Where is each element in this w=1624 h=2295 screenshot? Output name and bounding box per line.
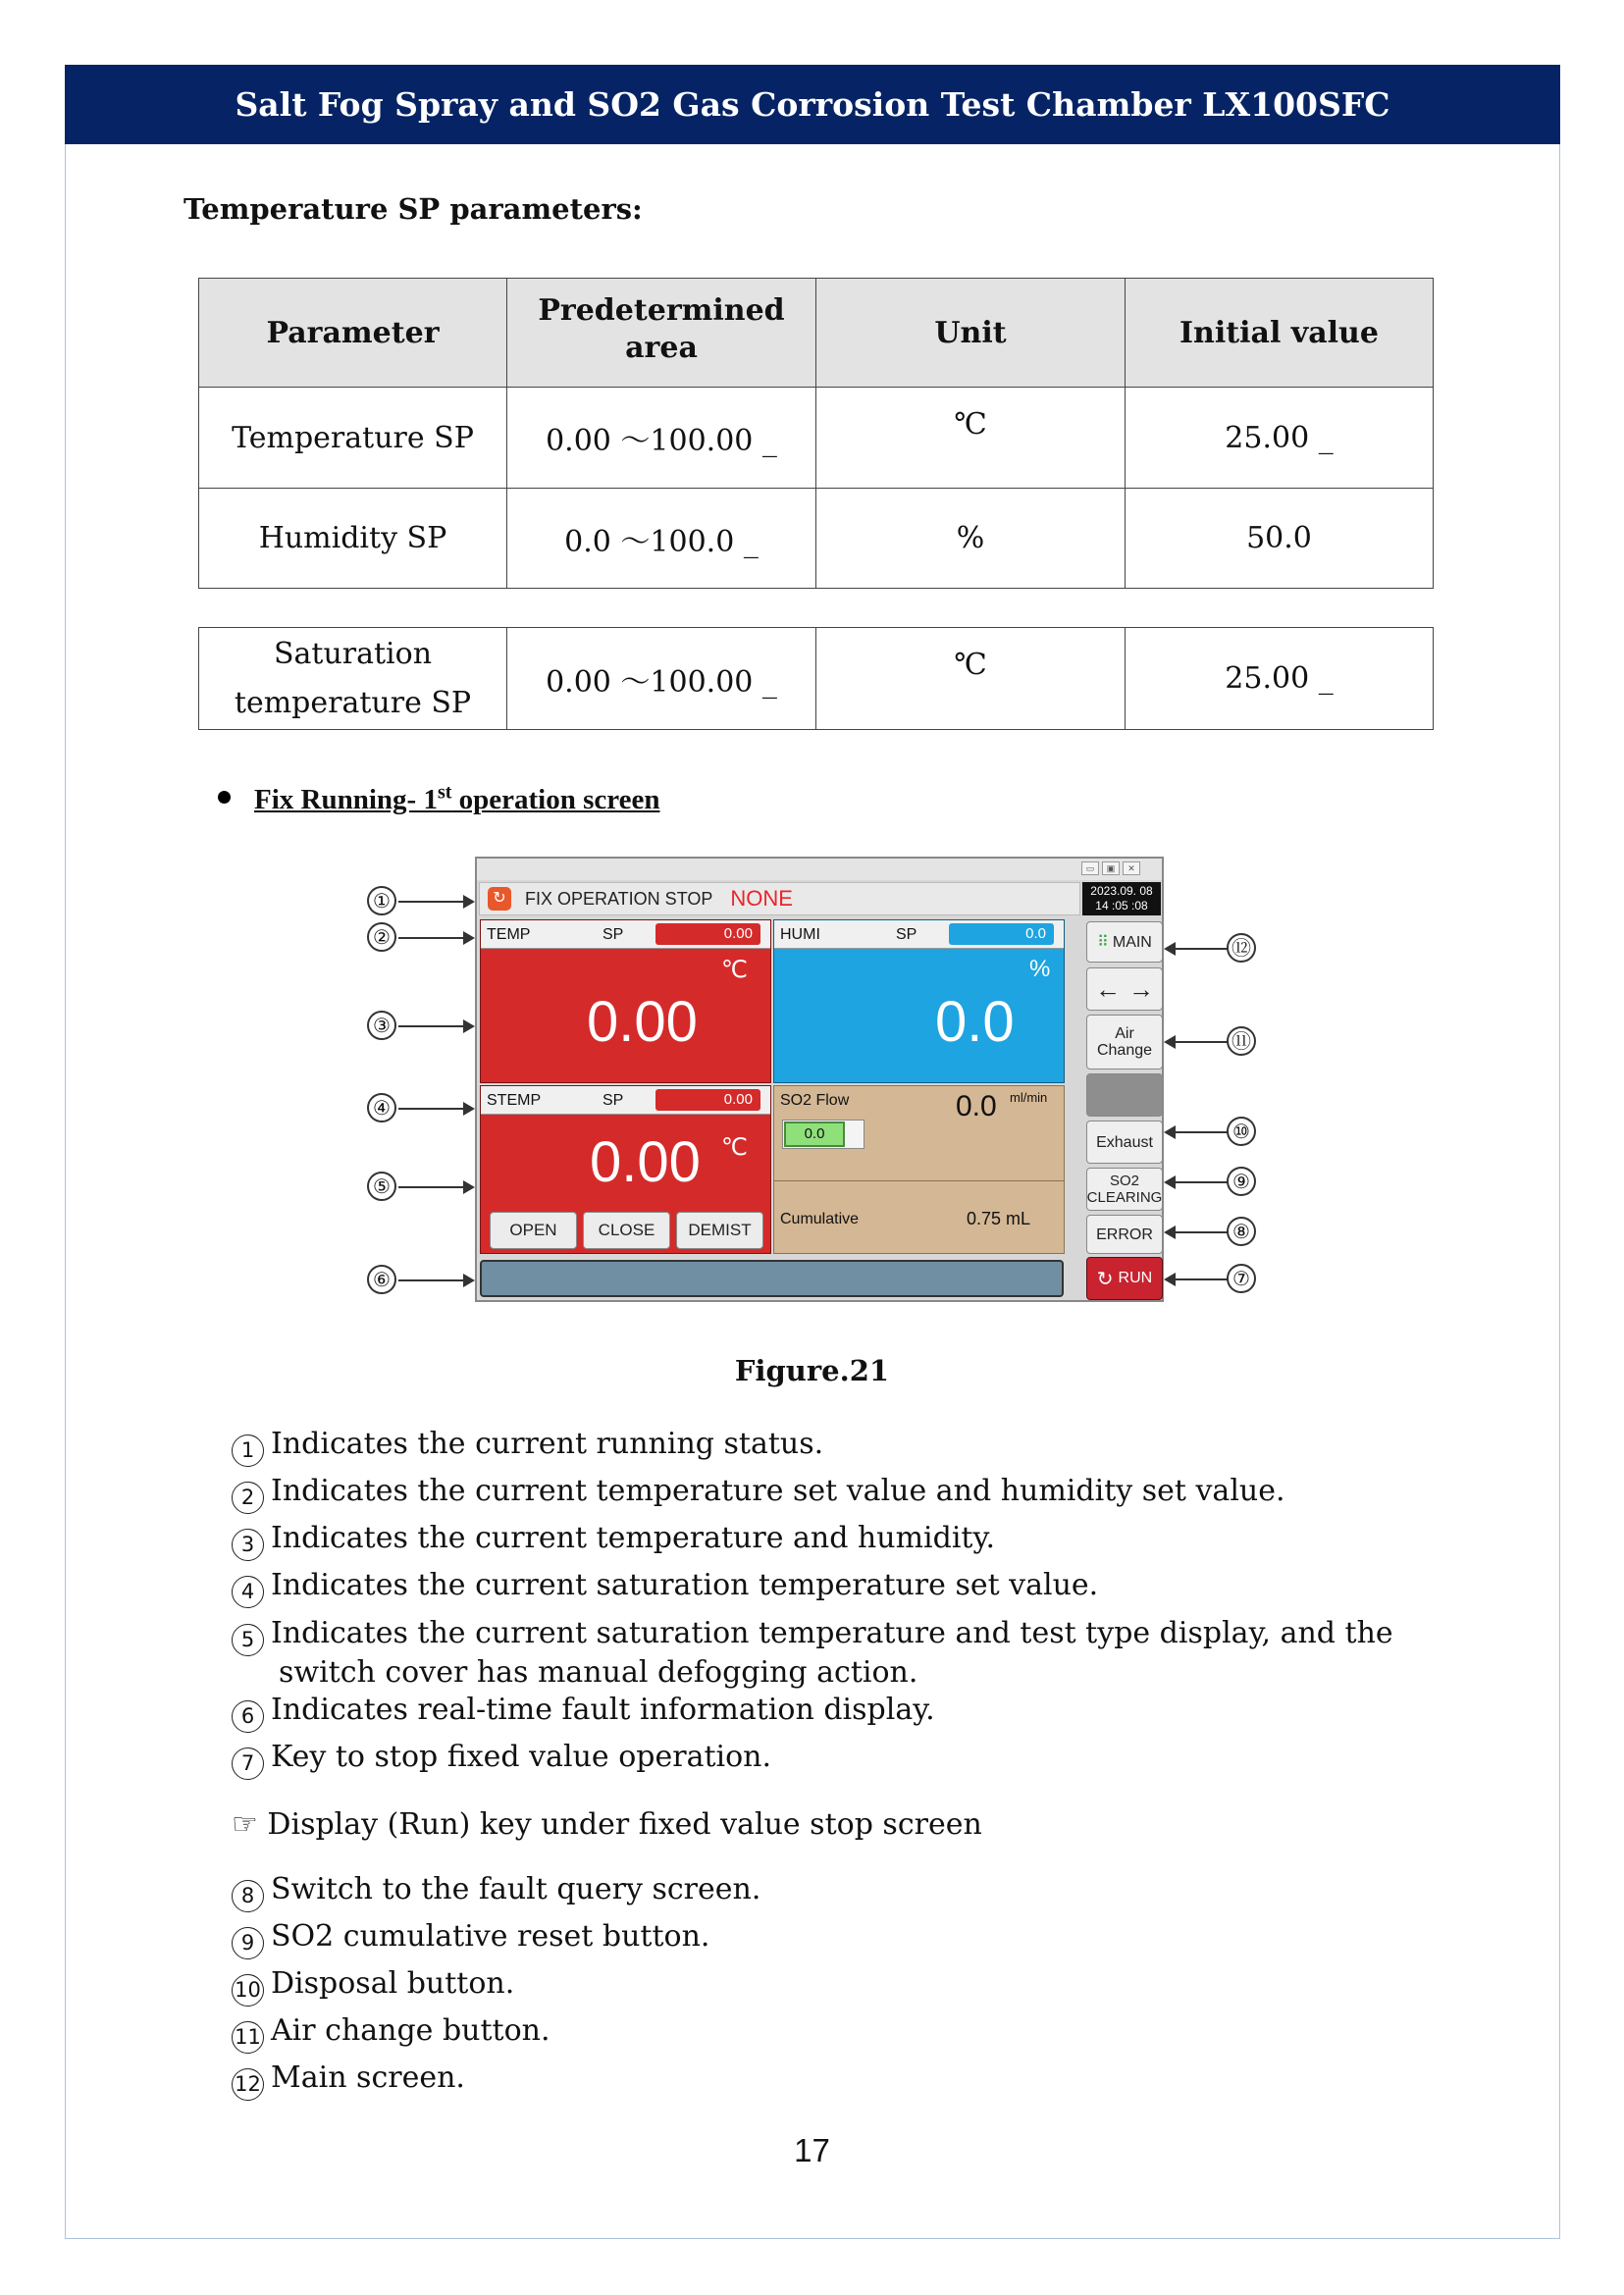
table-cell: 0.00 ～100.00 _: [507, 388, 816, 489]
stemp-unit: ℃: [721, 1134, 748, 1161]
note-item: [232, 1694, 935, 1733]
note-number: 8: [232, 1880, 264, 1912]
callout-arrow: [1166, 1231, 1232, 1233]
document-header: [65, 65, 1560, 144]
stemp-sp-label: SP: [602, 1092, 624, 1109]
note-item: [232, 1967, 514, 2007]
note-text: Indicates the current temperature and humidity.: [271, 1521, 995, 1555]
bullet-heading: [218, 781, 660, 816]
callout-arrow: [1166, 1278, 1232, 1280]
temp-unit: ℃: [721, 957, 748, 983]
note-number: 4: [232, 1576, 264, 1608]
bullet-dot: [218, 791, 231, 804]
stemp-sp-value[interactable]: 0.00: [655, 1089, 760, 1111]
note-text: Air change button.: [271, 2013, 550, 2048]
exhaust-button[interactable]: Exhaust: [1086, 1121, 1163, 1164]
callout-arrow: [398, 937, 473, 939]
window-titlebar: [477, 859, 1162, 880]
hint-line: ☞ Display (Run) key under fixed value stop screen: [232, 1807, 982, 1842]
table-row: [199, 388, 1434, 489]
temp-panel: [480, 919, 771, 1083]
note-item: [232, 1741, 771, 1780]
callout-1: ①: [367, 886, 396, 915]
section-title: Temperature SP parameters:: [183, 192, 643, 226]
humi-label: HUMI: [780, 926, 820, 943]
table-cell: 50.0: [1126, 489, 1434, 589]
callout-2: ②: [367, 922, 396, 952]
callout-arrow: [398, 1108, 473, 1110]
maximize-icon[interactable]: ▣: [1102, 861, 1120, 875]
temp-label: TEMP: [487, 926, 531, 943]
note-item: [232, 1920, 709, 1959]
status-bar: [479, 882, 1080, 915]
callout-arrow: [1166, 948, 1232, 950]
status-label: FIX OPERATION STOP: [525, 888, 713, 909]
so2-flow-value: 0.0: [956, 1090, 997, 1122]
cumulative-value: 0.75 mL: [967, 1209, 1031, 1228]
demist-button[interactable]: DEMIST: [676, 1212, 763, 1249]
close-icon[interactable]: ✕: [1123, 861, 1140, 875]
so2-panel: [773, 1085, 1065, 1254]
so2-clearing-button[interactable]: SO2 CLEARING: [1086, 1168, 1163, 1211]
callout-arrow: [398, 1025, 473, 1027]
note-number: 7: [232, 1747, 264, 1780]
clock: [1082, 882, 1161, 915]
bullet-text: operation screen: [451, 783, 660, 815]
table-header-row: [199, 279, 1434, 388]
humi-label-row: [774, 920, 1064, 949]
humi-panel: [773, 919, 1065, 1083]
stemp-label-row: [481, 1086, 770, 1115]
callout-arrow: [1166, 1041, 1232, 1043]
arrow-left-icon[interactable]: ←: [1095, 973, 1121, 1004]
note-text: Indicates the current saturation temperature and test type display, and the: [271, 1616, 1393, 1650]
table-header: Predetermined area: [507, 279, 816, 388]
main-button-label: MAIN: [1112, 933, 1152, 951]
callout-arrow: [398, 1186, 473, 1188]
so2-flow-field[interactable]: 0.0: [784, 1121, 845, 1147]
note-text: Indicates the current temperature set value and humidity set value.: [271, 1474, 1285, 1508]
temp-sp-value[interactable]: 0.00: [655, 923, 760, 945]
note-text: switch cover has manual defogging action.: [279, 1655, 918, 1690]
note-text: Main screen.: [271, 2060, 465, 2095]
close-button[interactable]: CLOSE: [583, 1212, 670, 1249]
note-text: Indicates real-time fault information display.: [271, 1693, 935, 1727]
note-number: 9: [232, 1927, 264, 1959]
callout-10: ⑩: [1227, 1117, 1256, 1146]
main-button[interactable]: [1086, 921, 1163, 963]
table-header: Parameter: [199, 279, 507, 388]
note-item: [232, 1428, 823, 1467]
note-text: Indicates the current running status.: [271, 1427, 824, 1461]
page-number: 17: [794, 2132, 830, 2168]
callout-6: ⑥: [367, 1265, 396, 1294]
so2-divider: [774, 1180, 1064, 1181]
note-item: [232, 1522, 995, 1561]
note-item: [232, 1475, 1285, 1514]
note-number: 1: [232, 1434, 264, 1467]
table-cell: Temperature SP: [199, 388, 507, 489]
grid-icon: ⠿: [1097, 933, 1109, 951]
callout-arrow: [1166, 1131, 1232, 1133]
stemp-panel: [480, 1085, 771, 1254]
callout-12: ⑫: [1227, 933, 1256, 963]
saturation-table: [198, 627, 1434, 730]
open-button[interactable]: OPEN: [490, 1212, 577, 1249]
status-value: NONE: [730, 886, 793, 911]
so2-flow-label: SO2 Flow: [780, 1092, 850, 1109]
table-cell: Saturation temperature SP: [199, 628, 507, 730]
temp-label-row: [481, 920, 770, 949]
note-number: 2: [232, 1482, 264, 1514]
note-item: [232, 1617, 1393, 1691]
table-header: Initial value: [1126, 279, 1434, 388]
run-button[interactable]: [1086, 1257, 1163, 1300]
callout-arrow: [398, 1279, 473, 1281]
humi-sp-value[interactable]: 0.0: [949, 923, 1054, 945]
note-number: 11: [232, 2021, 264, 2054]
callout-8: ⑧: [1227, 1217, 1256, 1246]
note-number: 12: [232, 2068, 264, 2101]
arrow-right-icon[interactable]: →: [1128, 973, 1154, 1004]
table-row: [199, 489, 1434, 589]
hmi-screenshot: [475, 857, 1164, 1302]
note-number: 3: [232, 1529, 264, 1561]
note-item: [232, 1873, 760, 1912]
table-cell: 0.00 ～100.00 _: [507, 628, 816, 730]
humi-unit: %: [1029, 956, 1051, 982]
minimize-icon[interactable]: ▭: [1081, 861, 1099, 875]
table-cell: 25.00 _: [1126, 388, 1434, 489]
stemp-label: STEMP: [487, 1092, 542, 1109]
parameter-table: [198, 278, 1434, 589]
table-cell: ℃: [816, 388, 1126, 489]
note-text: Switch to the fault query screen.: [271, 1872, 761, 1906]
table-cell: ℃: [816, 628, 1126, 730]
callout-9: ⑨: [1227, 1167, 1256, 1196]
header-title: Salt Fog Spray and SO2 Gas Corrosion Test Chamber LX100SFC: [235, 85, 1390, 124]
run-button-label: RUN: [1118, 1270, 1153, 1286]
callout-11: ⑪: [1227, 1026, 1256, 1056]
table-row: [199, 628, 1434, 730]
temp-value: 0.00: [587, 990, 698, 1054]
app-logo-icon: ↻: [488, 887, 511, 911]
callout-7: ⑦: [1227, 1264, 1256, 1293]
temp-sp-label: SP: [602, 926, 624, 943]
table-header: Unit: [816, 279, 1126, 388]
note-text: SO2 cumulative reset button.: [271, 1919, 710, 1954]
note-text: Indicates the current saturation temperature set value.: [271, 1568, 1099, 1602]
callout-5: ⑤: [367, 1172, 396, 1201]
nav-arrows: [1086, 967, 1163, 1011]
humi-value: 0.0: [935, 990, 1015, 1054]
table-cell: %: [816, 489, 1126, 589]
error-button[interactable]: ERROR: [1086, 1215, 1163, 1254]
humi-sp-label: SP: [896, 926, 917, 943]
table-cell: Humidity SP: [199, 489, 507, 589]
note-item: [232, 2061, 465, 2101]
refresh-icon: ↻: [1096, 1268, 1114, 1290]
blank-button: [1086, 1073, 1163, 1117]
callout-arrow: [398, 901, 473, 903]
bullet-text: Fix Running- 1: [254, 783, 438, 815]
note-number: 5: [232, 1624, 264, 1656]
table-cell: 25.00 _: [1126, 628, 1434, 730]
clock-date: 2023.09. 08: [1090, 884, 1153, 898]
air-change-button[interactable]: Air Change: [1086, 1015, 1163, 1069]
callout-4: ④: [367, 1093, 396, 1122]
callout-arrow: [1166, 1181, 1232, 1183]
so2-flow-unit: ml/min: [1010, 1090, 1048, 1105]
note-item: [232, 2014, 550, 2054]
cumulative-label: Cumulative: [780, 1211, 860, 1227]
callout-3: ③: [367, 1011, 396, 1040]
note-text: Key to stop fixed value operation.: [271, 1740, 772, 1774]
clock-time: 14 :05 :08: [1095, 899, 1148, 913]
note-number: 6: [232, 1700, 264, 1733]
stemp-value: 0.00: [590, 1130, 701, 1194]
note-item: [232, 1569, 1098, 1608]
note-number: 10: [232, 1974, 264, 2007]
bullet-superscript: st: [437, 781, 452, 803]
table-cell: 0.0 ～100.0 _: [507, 489, 816, 589]
note-text: Disposal button.: [271, 1966, 515, 2001]
fault-info-bar: [480, 1260, 1064, 1297]
figure-caption: Figure.21: [734, 1354, 890, 1387]
